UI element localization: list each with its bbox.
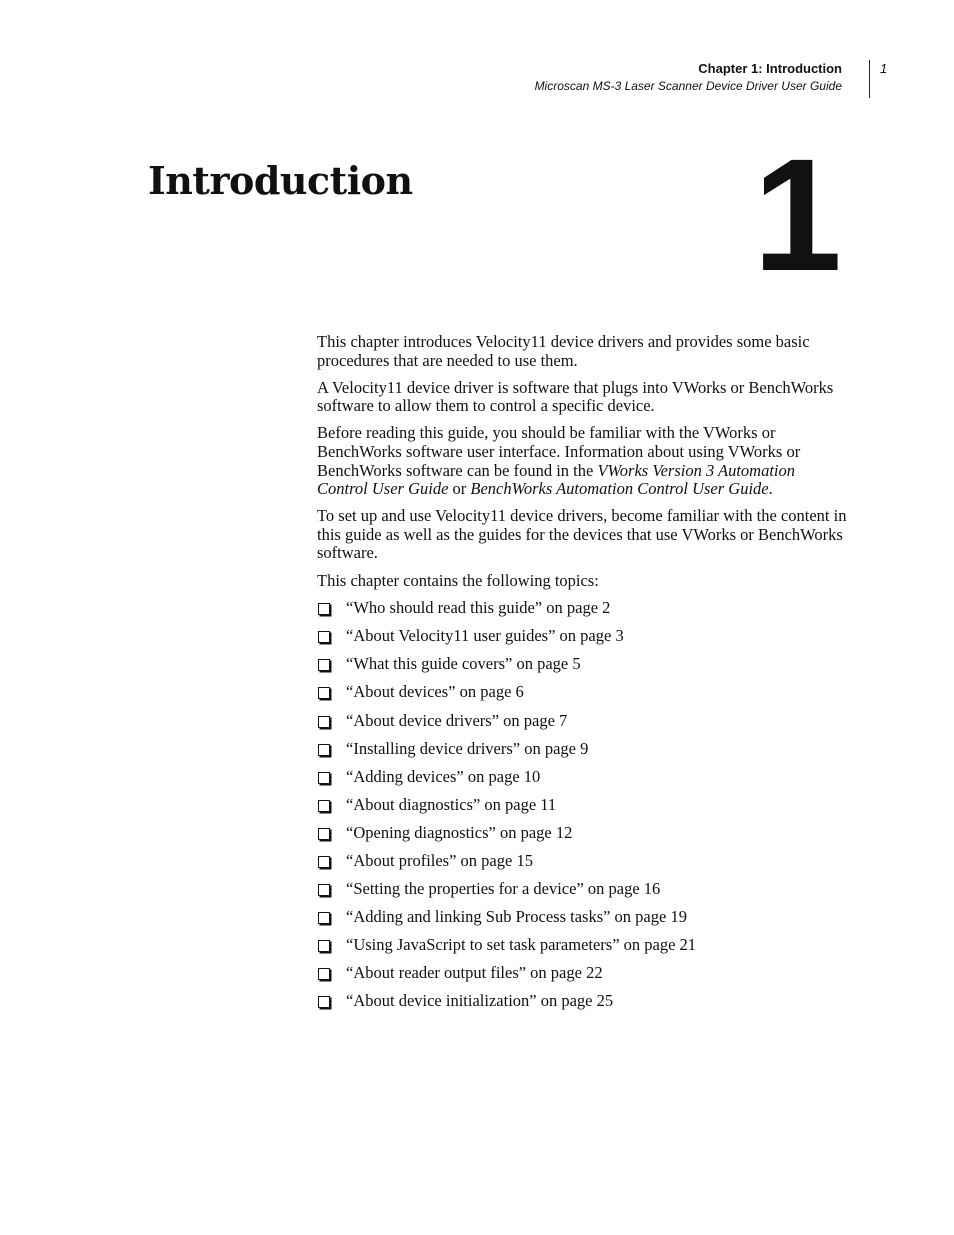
checkbox-bullet-icon: [318, 800, 330, 812]
topic-link[interactable]: “Setting the properties for a device” on page 16: [346, 879, 661, 899]
checkbox-bullet-icon: [318, 828, 330, 840]
checkbox-bullet-icon: [318, 996, 330, 1008]
topic-link[interactable]: “About Velocity11 user guides” on page 3: [346, 626, 624, 646]
list-item[interactable]: [317, 936, 847, 964]
topic-link[interactable]: “About devices” on page 6: [346, 682, 524, 702]
topic-link[interactable]: “About diagnostics” on page 11: [346, 794, 557, 814]
paragraph-prerequisites: [317, 424, 847, 498]
header-divider: [869, 60, 870, 98]
checkbox-bullet-icon: [318, 856, 330, 868]
running-header: [535, 60, 842, 94]
list-item[interactable]: [317, 712, 847, 740]
checkbox-bullet-icon: [318, 772, 330, 784]
header-guide-title: Microscan MS-3 Laser Scanner Device Driver User Guide: [534, 79, 842, 93]
topic-link[interactable]: “About reader output files” on page 22: [346, 963, 603, 983]
paragraph-text: or: [448, 479, 471, 499]
topic-link[interactable]: “Adding and linking Sub Process tasks” on page 19: [346, 907, 687, 927]
topic-link[interactable]: “About profiles” on page 15: [346, 850, 533, 870]
list-item[interactable]: [317, 880, 847, 908]
list-item[interactable]: [317, 655, 847, 683]
page-number: 1: [880, 61, 888, 76]
list-item[interactable]: [317, 683, 847, 711]
list-item[interactable]: [317, 768, 847, 796]
checkbox-bullet-icon: [318, 631, 330, 643]
chapter-body: [317, 333, 847, 1021]
list-item[interactable]: [317, 627, 847, 655]
paragraph-topics-lead-in: This chapter contains the following topics:: [317, 570, 599, 590]
list-item[interactable]: [317, 964, 847, 992]
checkbox-bullet-icon: [318, 912, 330, 924]
list-item[interactable]: [317, 992, 847, 1020]
benchworks-guide-reference: BenchWorks Automation Control User Guide: [470, 479, 769, 499]
checkbox-bullet-icon: [318, 884, 330, 896]
list-item[interactable]: [317, 599, 847, 627]
list-item[interactable]: [317, 852, 847, 880]
checkbox-bullet-icon: [318, 603, 330, 615]
vworks-guide-reference: VWorks Version 3 Automation Control User Guide: [317, 460, 796, 499]
topic-link[interactable]: “Who should read this guide” on page 2: [346, 598, 611, 618]
list-item[interactable]: [317, 740, 847, 768]
chapter-title: Introduction: [148, 158, 413, 203]
header-chapter: Chapter 1: Introduction: [698, 61, 842, 76]
checkbox-bullet-icon: [318, 968, 330, 980]
paragraph-intro: This chapter introduces Velocity11 device drivers and provides some basic procedures that are needed to use them.: [317, 332, 810, 370]
topic-link[interactable]: “About device initialization” on page 25: [346, 991, 614, 1011]
checkbox-bullet-icon: [318, 716, 330, 728]
paragraph-setup: To set up and use Velocity11 device drivers, become familiar with the content in this guide as well as the guides for the devices that use VWorks or BenchWorks software.: [317, 506, 847, 563]
topic-link[interactable]: “About device drivers” on page 7: [346, 710, 568, 730]
topic-link[interactable]: “Installing device drivers” on page 9: [346, 738, 589, 758]
topic-link[interactable]: “What this guide covers” on page 5: [346, 654, 581, 674]
list-item[interactable]: [317, 824, 847, 852]
checkbox-bullet-icon: [318, 659, 330, 671]
paragraph-driver-definition: A Velocity11 device driver is software that plugs into VWorks or BenchWorks software to allow them to control a specific device.: [317, 377, 834, 416]
checkbox-bullet-icon: [318, 940, 330, 952]
topic-link[interactable]: “Opening diagnostics” on page 12: [346, 822, 573, 842]
topic-link[interactable]: “Adding devices” on page 10: [346, 766, 541, 786]
paragraph-text: Before reading this guide, you should be familiar with the VWorks or BenchWorks software user interface. Information about using VWorks or BenchWorks software can be found in the: [317, 423, 801, 480]
list-item[interactable]: [317, 908, 847, 936]
topics-list: [317, 599, 847, 1020]
topic-link[interactable]: “Using JavaScript to set task parameters” on page 21: [346, 935, 697, 955]
checkbox-bullet-icon: [318, 744, 330, 756]
paragraph-text: .: [768, 479, 773, 499]
list-item[interactable]: [317, 796, 847, 824]
chapter-number: 1: [753, 125, 842, 304]
checkbox-bullet-icon: [318, 687, 330, 699]
